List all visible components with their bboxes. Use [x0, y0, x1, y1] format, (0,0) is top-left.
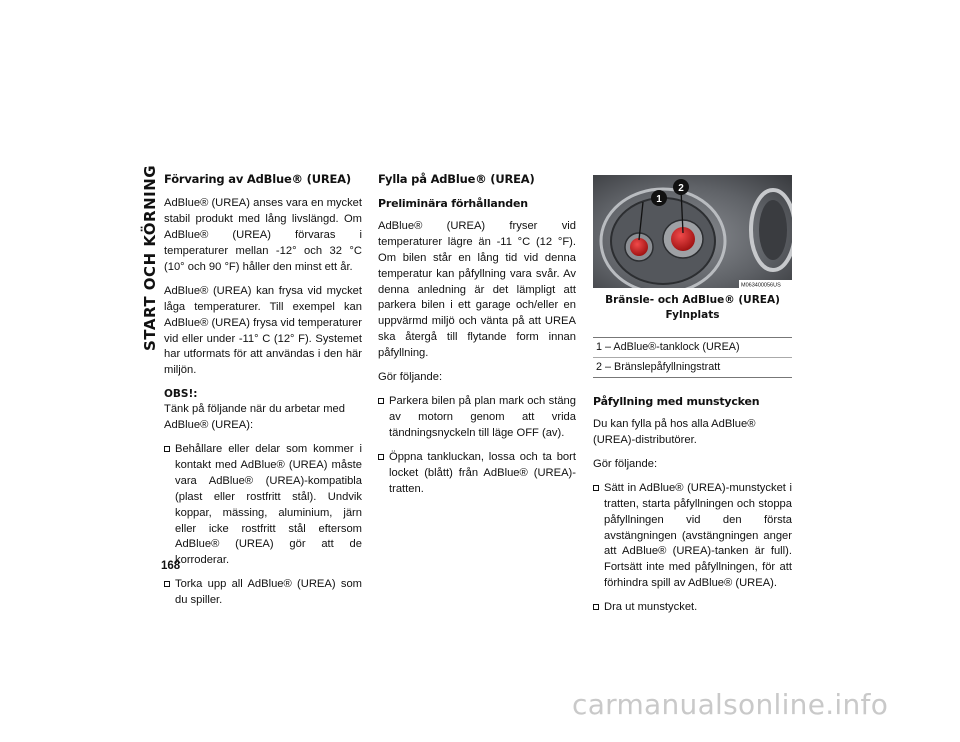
figure-caption: Bränsle- och AdBlue® (UREA) Fylnplats — [605, 294, 780, 321]
section-side-title: START OCH KÖRNING — [141, 165, 159, 352]
nozzle-bullet-list — [593, 481, 792, 616]
adblue-cap-red — [630, 238, 648, 256]
storage-note — [164, 387, 362, 434]
refill-heading: Fylla på AdBlue® (UREA) — [378, 172, 535, 186]
svg-text:2: 2 — [678, 183, 684, 194]
figure-legend — [593, 337, 792, 379]
list-item: Sätt in AdBlue® (UREA)-munstycket i tratten, starta påfyllningen och stoppa påfyllningen vid den första avstängningen (avstängningen anger att AdBlue® (UREA)-tanken är full). Fortsätt inte med påfyllningen, för att förhindra spill av AdBlue® (UREA). — [593, 481, 792, 592]
list-item: Dra ut munstycket. — [593, 600, 792, 616]
list-item: Parkera bilen på plan mark och stäng av motorn genom att vrida tändningsnyckeln till läge OFF (av). — [378, 394, 576, 442]
nozzle-paragraph: Du kan fylla på hos alla AdBlue® (UREA)-distributörer. — [593, 418, 756, 446]
preliminary-subheading: Preliminära förhållanden — [378, 197, 528, 211]
note-text: Tänk på följande när du arbetar med AdBlue® (UREA): — [164, 403, 345, 432]
storage-paragraph-1: AdBlue® (UREA) anses vara en mycket stabil produkt med lång livslängd. Om AdBlue® (UREA) förvaras i temperaturer mellan -12° och 32 °C (10° och 90 °F) håller den minst ett år. — [164, 197, 362, 273]
storage-heading: Förvaring av AdBlue® (UREA) — [164, 172, 351, 186]
storage-bullet-list — [164, 442, 362, 609]
svg-text:M063400056US: M063400056US — [741, 282, 781, 288]
note-label: OBS!: — [164, 388, 198, 401]
checkbox-bullet-icon — [378, 454, 384, 460]
list-item: Öppna tankluckan, lossa och ta bort locket (blått) från AdBlue® (UREA)-tratten. — [378, 450, 576, 498]
watermark: carmanualsonline.info — [572, 688, 889, 721]
fuel-adblue-filler-figure — [593, 175, 792, 288]
nozzle-intro: Gör följande: — [593, 457, 658, 470]
list-item: Behållare eller delar som kommer i kontakt med AdBlue® (UREA) måste vara AdBlue® (UREA)-kompatibla (plast eller rostfritt stål). Undvik koppar, mässing, aluminium, järn eller icke rostfritt stål eftersom AdBlue® (UREA) gör att de korroderar. — [164, 442, 362, 569]
legend-row: 1 – AdBlue®-tanklock (UREA) — [593, 338, 792, 358]
column-figure-nozzle — [593, 171, 792, 624]
storage-paragraph-2: AdBlue® (UREA) kan frysa vid mycket låga temperaturer. Till exempel kan AdBlue® (UREA) frysa vid temperaturer vid eller under -11° C (12° F). Systemet har utformats för att användas i den här miljön. — [164, 284, 362, 377]
refill-bullet-list — [378, 394, 576, 497]
checkbox-bullet-icon — [378, 398, 384, 404]
refill-paragraph: AdBlue® (UREA) fryser vid temperaturer lägre än -11 °C (12 °F). Om bilen står en lång tid vid denna temperatur kan påfyllning vara svår. Av denna anledning är det lämpligt att parkera bilen i ett garage och/eller en uppvärmd miljö och vänta på att UREA ska återgå till flytande form innan påfyllning. — [378, 219, 576, 360]
checkbox-bullet-icon — [164, 446, 170, 452]
column-storage — [164, 171, 362, 617]
column-refill — [378, 171, 576, 505]
filler-illustration — [593, 175, 792, 288]
checkbox-bullet-icon — [164, 581, 170, 587]
refill-intro: Gör följande: — [378, 371, 443, 384]
page-number: 168 — [161, 560, 181, 572]
legend-row: 2 – Bränslepåfyllningstratt — [596, 361, 721, 374]
nozzle-subheading: Påfyllning med munstycken — [593, 395, 760, 409]
checkbox-bullet-icon — [593, 604, 599, 610]
list-item: Torka upp all AdBlue® (UREA) som du spiller. — [164, 577, 362, 609]
svg-text:1: 1 — [656, 194, 662, 205]
checkbox-bullet-icon — [593, 485, 599, 491]
